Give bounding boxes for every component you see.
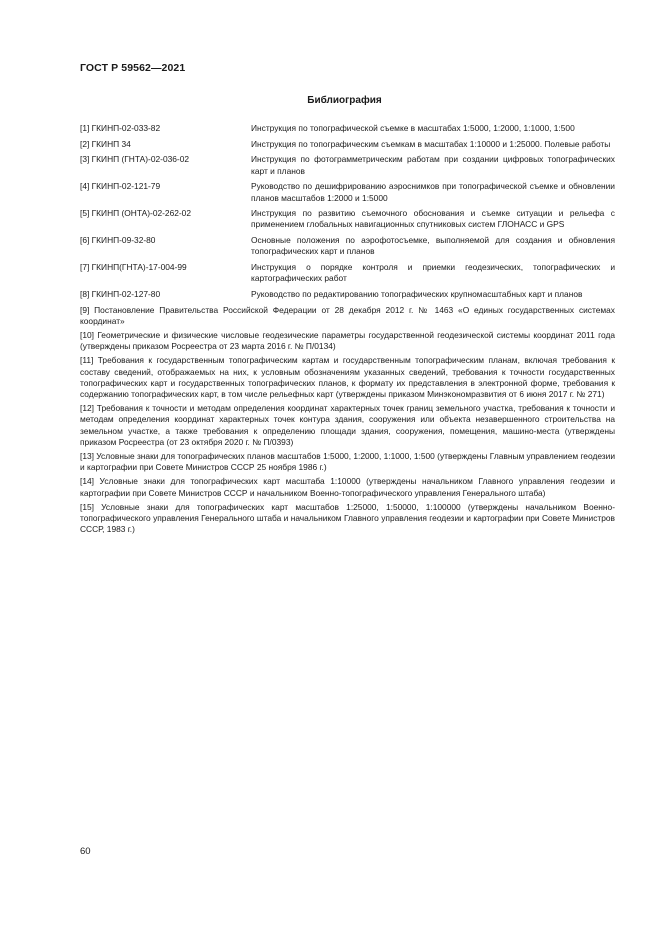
- bibliography-entry: [80, 235, 615, 257]
- section-title: Библиография: [307, 95, 382, 106]
- entry-code: [8] ГКИНП-02-127-80: [80, 288, 161, 299]
- entry-code: [6] ГКИНП-09-32-80: [80, 235, 156, 246]
- bibliography-entry: [80, 289, 615, 300]
- entry-description: Инструкция о порядке контроля и приемки геодезических, топографических и картографических работ: [251, 262, 615, 284]
- bibliography-entry-full: [15] Условные знаки для топографических карт масштабов 1:25000, 1:50000, 1:100000 (утверждены начальником Военно-топографического управления Генерального штаба и начальником Главного управления геодезии и картографии при Совете Министров СССР, 1983 г.): [80, 501, 615, 535]
- bibliography-entry: [80, 154, 615, 176]
- bibliography-entry: [80, 139, 615, 150]
- entry-code: [2] ГКИНП 34: [80, 138, 131, 149]
- page-number: 60: [80, 846, 91, 857]
- bibliography-entry: [80, 181, 615, 203]
- bibliography-entry-full: [13] Условные знаки для топографических планов масштабов 1:5000, 1:2000, 1:1000, 1:500 (утверждены Главным управлением геодезии и картографии при Совете Министров СССР 25 ноября 1986 г.): [80, 451, 615, 473]
- bibliography-entry-full: [11] Требования к государственным топографическим картам и государственным топографическим планам, включая требования к составу сведений, отображаемых на них, к условным обозначениям указанных сведений, требования к точности государственных топографических карт и государственных топографических планов, к формату их представления в электронной форме, требования к содержанию топографических карт, в том числе рельефных карт (утверждены приказом Минэкономразвития от 6 июня 2017 г. № 271): [80, 355, 615, 400]
- bibliography-entry: [80, 262, 615, 284]
- bibliography-entry-full: [14] Условные знаки для топографических карт масштаба 1:10000 (утверждены начальником Главного управления геодезии и картографии при Совете Министров СССР и начальником Военно-топографического управления Генерального штаба): [80, 476, 615, 498]
- bibliography-entry-full: [9] Постановление Правительства Российской Федерации от 28 декабря 2012 г. № 1463 «О единых государственных системах координат»: [80, 304, 615, 326]
- entry-code: [3] ГКИНП (ГНТА)-02-036-02: [80, 154, 190, 165]
- entry-code: [1] ГКИНП-02-033-82: [80, 123, 161, 133]
- entry-description: Инструкция по развитию съемочного обоснования и съемке ситуации и рельефа с применением глобальных навигационных спутниковых систем ГЛОНАСС и GPS: [251, 208, 615, 230]
- entry-description: Инструкция по фотограмметрическим работам при создании цифровых топографических карт и планов: [251, 154, 615, 176]
- bibliography-entry-full: [12] Требования к точности и методам определения координат характерных точек границ земельного участка, требования к точности и методам определения координат характерных точек контура здания, сооружения или объекта незавершенного строительства на земельном участке, а также требования к определению площади здания, сооружения, помещения, машино-места (утверждены приказом Росреестра (от 23 октября 2020 г. № П/0393): [80, 403, 615, 447]
- entry-code: [5] ГКИНП (ОНТА)-02-262-02: [80, 208, 192, 219]
- bibliography-entry: [80, 123, 615, 134]
- bibliography-list: [80, 123, 615, 539]
- entry-description: Инструкция по топографическим съемкам в масштабах 1:10000 и 1:25000. Полевые работы: [251, 138, 611, 149]
- entry-code: [4] ГКИНП-02-121-79: [80, 181, 161, 192]
- entry-description: Руководство по редактированию топографических крупномасштабных карт и планов: [251, 288, 583, 299]
- entry-description: Инструкция по топографической съемке в масштабах 1:5000, 1:2000, 1:1000, 1:500: [251, 123, 575, 133]
- entry-description: Руководство по дешифрированию аэроснимков при топографической съемке и обновлении планов масштабов 1:2000 и 1:5000: [251, 181, 615, 203]
- bibliography-entry-full: [10] Геометрические и физические числовые геодезические параметры государственной геодезической системы координат 2011 года (утверждены приказом Росреестра от 23 марта 2016 г. № П/0134): [80, 330, 615, 352]
- bibliography-entry: [80, 208, 615, 230]
- document-header: ГОСТ Р 59562—2021: [80, 62, 186, 74]
- entry-description: Основные положения по аэрофотосъемке, выполняемой для создания и обновления топографических карт и планов: [251, 235, 615, 257]
- entry-code: [7] ГКИНП(ГНТА)-17-004-99: [80, 262, 187, 273]
